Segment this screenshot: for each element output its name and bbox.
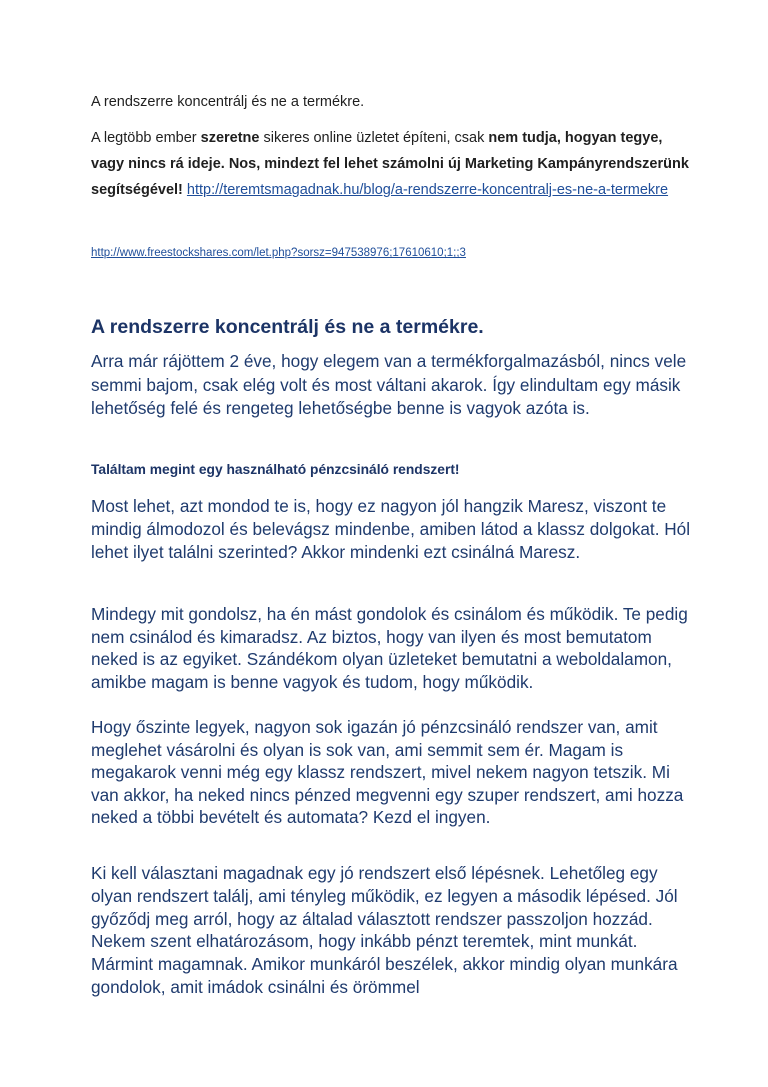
article-subheading: Találtam megint egy használható pénzcsináló rendszert! (91, 462, 460, 477)
article-paragraph-4: Hogy őszinte legyek, nagyon sok igazán jó pénzcsináló rendszer van, amit meglehet vásárolni és olyan is sok van, ami semmit sem ér. Magam is megakarok venni még egy klassz rendszert, mivel nekem nagyon tetszik. Mi van akkor, ha neked nincs pénzed megvenni egy szuper rendszert, ami hozza neked a többi bevételt és automata? Kezd el ingyen. (91, 717, 684, 828)
intro-text-1: A legtöbb ember (91, 130, 201, 146)
blog-post-link[interactable]: http://teremtsmagadnak.hu/blog/a-rendszerre-koncentralj-es-ne-a-termekre (186, 182, 669, 198)
article-paragraph-3: Mindegy mit gondolsz, ha én mást gondolok és csinálom és működik. Te pedig nem csinálod és kimaradsz. Az biztos, hogy van ilyen és most bemutatom neked is az egyiket. Szándékom olyan üzleteket bemutatni a weboldalamon, amikbe magam is benne vagyok és tudom, hogy működik. (91, 604, 688, 692)
article-paragraph-5: Ki kell választani magadnak egy jó rendszert első lépésnek. Lehetőleg egy olyan rendszert találj, ami tényleg működik, ez legyen a második lépésed. Jól győződj meg arról, hogy az általad választott rendszer passzoljon hozzád. Nekem szent elhatározásom, hogy inkább pénzt teremtek, mint munkát. Mármint magamnak. Amikor munkáról beszélek, akkor mindig olyan munkára gondolok, amit imádok csinálni és örömmel (91, 863, 678, 997)
intro-paragraph (91, 125, 691, 203)
article-paragraph-1: Arra már rájöttem 2 éve, hogy elegem van a termékforgalmazásból, nincs vele semmi bajom, csak elég volt és most váltani akarok. Így elindultam egy másik lehetőség felé és rengeteg lehetőségbe benne is vagyok azóta is. (91, 351, 687, 419)
intro-bold-1: szeretne (200, 130, 260, 146)
intro-text-2: sikeres online üzletet építeni, csak (259, 130, 489, 146)
freestockshares-link[interactable]: http://www.freestockshares.com/let.php?sorsz=947538976;17610610;1;;3 (91, 247, 466, 259)
small-link-line (91, 245, 711, 261)
article-heading: A rendszerre koncentrálj és ne a termékre. (91, 316, 484, 338)
intro-bold-2: nem tudja, hogyan tegye, vagy nincs rá ideje. Nos, mindezt fel lehet számolni új Marketing Kampányrendszerünk segítségével! (91, 130, 689, 198)
article-paragraph-2: Most lehet, azt mondod te is, hogy ez nagyon jól hangzik Maresz, viszont te mindig álmodozol és belevágsz mindenbe, amiben látod a klassz dolgokat. Hól lehet ilyet találni szerinted? Akkor mindenki ezt csinálná Maresz. (91, 496, 691, 563)
intro-title: A rendszerre koncentrálj és ne a termékre. (91, 94, 365, 110)
